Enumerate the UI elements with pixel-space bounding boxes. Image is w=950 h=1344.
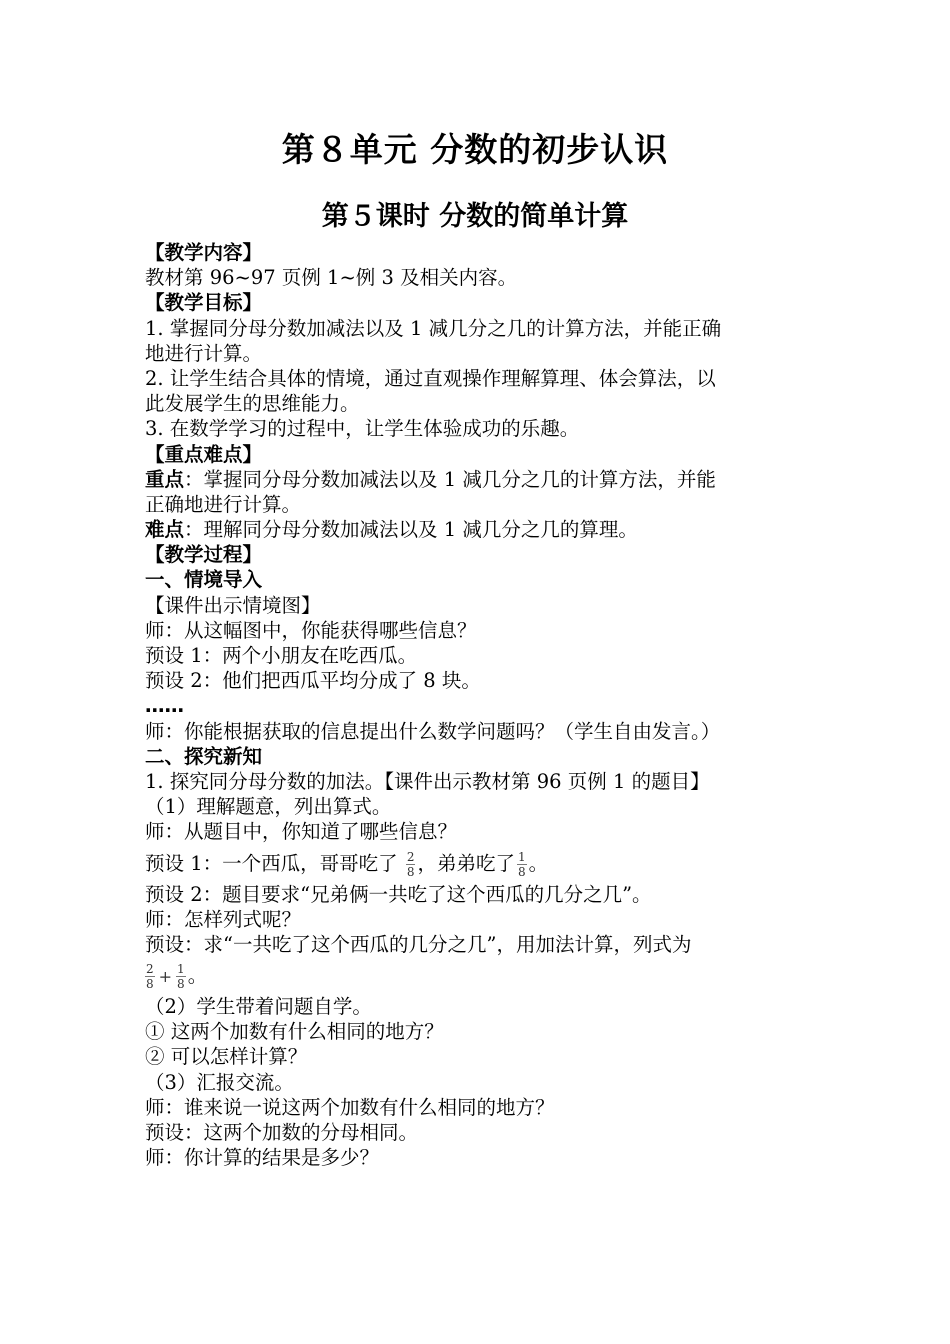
paragraph: ② 可以怎样计算？ — [145, 1045, 308, 1069]
paragraph: 1. 掌握同分母分数加减法以及 1 减几分之几的计算方法，并能正确 — [145, 316, 722, 340]
text-segment: 。 — [187, 964, 208, 988]
numerator: 2 — [146, 962, 154, 977]
section-heading-goals: 【教学目标】 — [145, 291, 263, 315]
equation-line — [145, 957, 810, 994]
key-text: ：掌握同分母分数加减法以及 1 减几分之几的计算方法，并能 — [184, 467, 716, 491]
paragraph: 教材第 96~97 页例 1~例 3 及相关内容。 — [145, 266, 518, 290]
lesson-title: 第５课时 分数的简单计算 — [321, 201, 629, 232]
denominator: 8 — [146, 977, 154, 992]
section-heading-process: 【教学过程】 — [145, 543, 263, 567]
numerator: 1 — [517, 849, 526, 864]
paragraph: （2）学生带着问题自学。 — [145, 995, 372, 1019]
paragraph: 师：从题目中，你知道了哪些信息？ — [145, 820, 458, 844]
part-heading-intro: 一、情境导入 — [145, 568, 263, 592]
unit-title: 第８单元 分数的初步认识 — [281, 130, 669, 169]
text-segment: 。 — [528, 851, 549, 875]
fraction-two-eighths — [145, 962, 155, 991]
paragraph: 预设 1：两个小朋友在吃西瓜。 — [145, 644, 418, 667]
paragraph: 预设 2：题目要求“兄弟俩一共吃了这个西瓜的几分之几”。 — [145, 882, 652, 906]
part-heading-explore: 二、探究新知 — [145, 744, 263, 768]
paragraph: 3. 在数学学习的过程中，让学生体验成功的乐趣。 — [145, 417, 580, 441]
paragraph — [145, 467, 810, 492]
section-heading-key-points: 【重点难点】 — [145, 442, 263, 466]
paragraph: 1. 探究同分母分数的加法。【课件出示教材第 96 页例 1 的题目】 — [145, 769, 710, 793]
numerator: 2 — [406, 849, 415, 864]
paragraph — [145, 517, 810, 542]
paragraph: 此发展学生的思维能力。 — [145, 392, 360, 416]
paragraph: 师：从这幅图中，你能获得哪些信息？ — [145, 618, 477, 642]
paragraph: ① 这两个加数有什么相同的地方？ — [145, 1020, 444, 1044]
paragraph: （1）理解题意，列出算式。 — [145, 795, 392, 819]
paragraph: 预设 2：他们把西瓜平均分成了 8 块。 — [145, 669, 481, 693]
paragraph: 2. 让学生结合具体的情境，通过直观操作理解算理、体会算法，以 — [145, 366, 716, 390]
paragraph-with-fractions — [145, 845, 810, 882]
paragraph: 师：你能根据获取的信息提出什么数学问题吗？（学生自由发言。） — [145, 719, 721, 743]
paragraph: 师：谁来说一说这两个加数有什么相同的地方？ — [145, 1095, 555, 1119]
paragraph: 师：怎样列式呢？ — [145, 907, 302, 931]
paragraph: 正确地进行计算。 — [145, 492, 302, 516]
text-segment: ，弟弟吃了 — [417, 851, 515, 875]
lesson-content — [145, 240, 810, 1170]
paragraph: 师：你计算的结果是多少？ — [145, 1146, 380, 1170]
paragraph: 【课件出示情境图】 — [145, 593, 321, 617]
numerator: 1 — [177, 962, 185, 977]
paragraph: （3）汇报交流。 — [145, 1070, 294, 1094]
paragraph: 预设：求“一共吃了这个西瓜的几分之几”，用加法计算，列式为 — [145, 932, 692, 956]
denominator: 8 — [177, 977, 185, 992]
difficulty-text: ：理解同分母分数加减法以及 1 减几分之几的算理。 — [184, 518, 638, 542]
section-heading-content: 【教学内容】 — [145, 241, 263, 264]
key-label: 重点 — [145, 467, 185, 491]
paragraph: 预设：这两个加数的分母相同。 — [145, 1121, 419, 1144]
paragraph: 地进行计算。 — [145, 341, 263, 365]
fraction-one-eighth — [176, 962, 186, 991]
text-segment: 预设 1：一个西瓜，哥哥吃了 — [145, 851, 398, 875]
difficulty-label: 难点 — [145, 518, 185, 542]
denominator: 8 — [406, 864, 415, 879]
fraction-one-eighth — [517, 850, 527, 879]
plus-sign: + — [158, 967, 173, 987]
denominator: 8 — [517, 864, 526, 879]
fraction-two-eighths — [406, 850, 416, 879]
ellipsis: …… — [145, 694, 184, 718]
